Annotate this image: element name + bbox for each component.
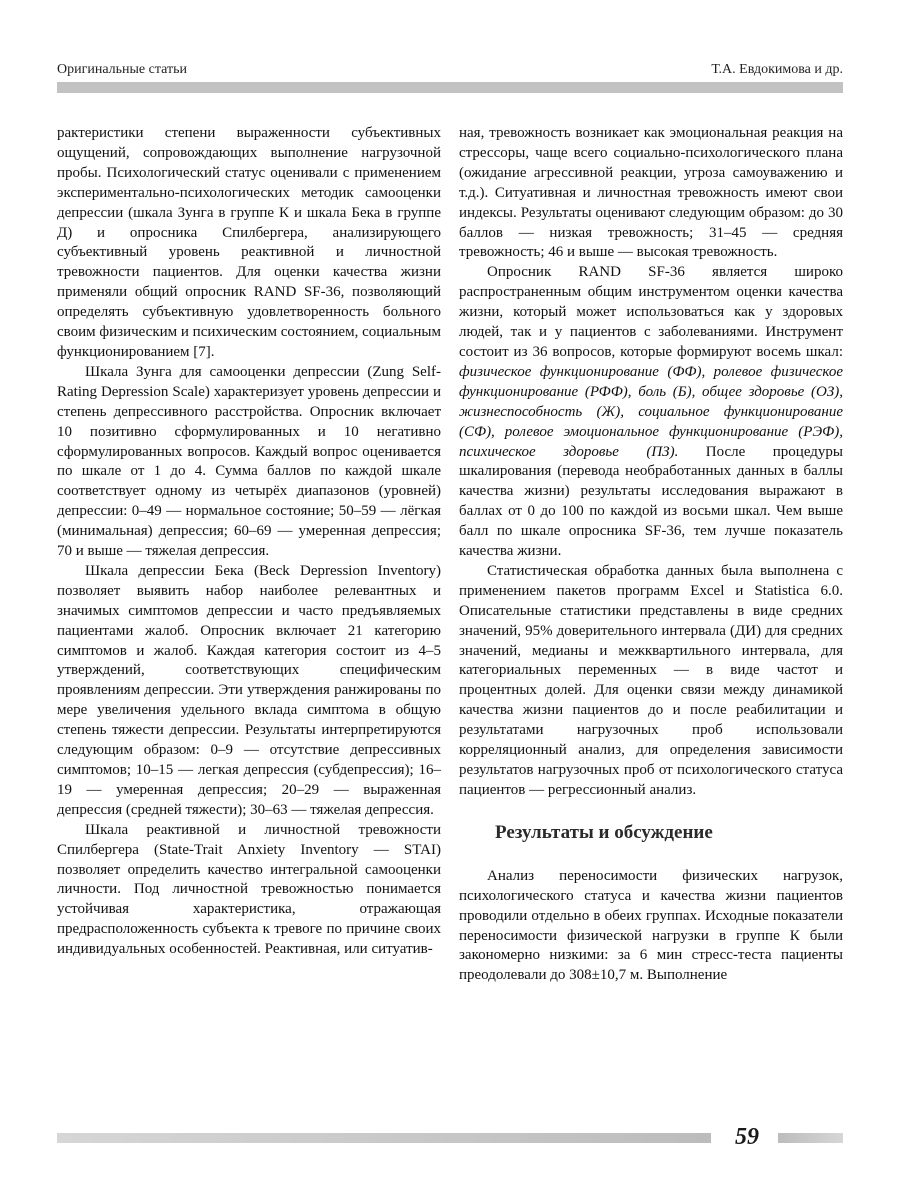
paragraph [459, 263, 843, 562]
paragraph: ная, тревожность возникает как эмоциональная реакция на стрессоры, чаще всего социально-психологического плана (ожидание агрессивной реакции, угроза самоуважению и т.д.). Ситуативная и личностная тревожность имеют свои индексы. Результаты оценивают следующим образом: до 30 баллов — низкая тревожность; 31–45 — средняя тревожность; 46 и выше — высокая тревожность. [459, 125, 843, 261]
running-header-authors: Т.А. Евдокимова и др. [711, 62, 843, 77]
paragraph: Анализ переносимости физических нагрузок, психологического статуса и качества жизни пациентов проводили отдельно в обеих группах. Исходные показатели переносимости физической нагрузки в группе К были закономерно низкими: за 6 мин стресс-теста пациенты преодолевали до 308±10,7 м. Выполнение [459, 867, 843, 984]
paragraph-text: Опросник RAND SF-36 является широко распространенным общим инструментом оценки качества жизни, который может использоваться как у здоровых людей, так и у пациентов с заболеваниями. Инструмент состоит из 36 вопросов, которые формируют восемь шкал: [459, 264, 843, 360]
footer-rule [57, 1133, 711, 1143]
section-heading: Результаты и обсуждение [495, 821, 713, 843]
footer-rule-right [778, 1133, 843, 1143]
paragraph-text: После процедуры шкалирования (перевода необработанных данных в баллы качества жизни) результаты исследования выражают в баллах от 0 до 100 по каждой из восьми шкал. Чем выше балл по шкале опросника SF-36, тем лучше показатель качества жизни. [459, 443, 843, 560]
paragraph: Шкала депрессии Бека (Beck Depression Inventory) позволяет выявить набор наиболее релевантных и значимых симптомов депрессии и часто предъявляемых пациентами жалоб. Опросник включает 21 категорию симптомов и жалоб. Каждая категория состоит из 4–5 утверждений, соответствующих специфическим проявлениям депрессии. Эти утверждения ранжированы по мере увеличения удельного вклада симптома в общую степень тяжести депрессии. Результаты интерпретируются следующим образом: 0–9 — отсутствие депрессивных симптомов; 10–15 — легкая депрессия (субдепрессия); 16–19 — умеренная депрессия; 20–29 — выраженная депрессия (средней тяжести); 30–63 — тяжелая депрессия. [57, 562, 441, 818]
paragraph: Статистическая обработка данных была выполнена с применением пакетов программ Excel и Statistica 6.0. Описательные статистики представлены в виде средних значений, 95% доверительного интервала (ДИ) для средних значений, медианы и межквартильного интервала, для категориальных переменных — в виде частот и процентных долей. Для оценки связи между динамикой качества жизни пациентов до и после реабилитации и результатами нагрузочных проб использовали корреляционный анализ, для определения зависимости результатов нагрузочных проб от психологического статуса пациентов — регрессионный анализ. [459, 562, 843, 798]
sf36-scales-italic: физическое функционирование (ФФ), ролевое физическое функционирование (РФФ), боль (Б), общее здоровье (ОЗ), жизнеспособность (Ж), социальное функционирование (СФ), ролевое эмоциональное функционирование (РЭФ), психическое здоровье (ПЗ). [459, 363, 843, 460]
left-column [57, 124, 441, 960]
paragraph: Шкала реактивной и личностной тревожности Спилбергера (State-Trait Anxiety Inventory — STAI) позволяет определить качество интегральной самооценки личности. Под личностной тревожностью понимается устойчивая характеристика, отражающая предрасположенность субъекта к тревоге по причине своих индивидуальных особенностей. Реактивная, или ситуатив- [57, 821, 441, 958]
paragraph: рактеристики степени выраженности субъективных ощущений, сопровождающих выполнение нагрузочной пробы. Психологический статус оценивали с применением экспериментально-психологических методик самооценки депрессии (шкала Зунга в группе К и шкала Бека в группе Д) и опросника Спилбергера, анализирующего субъективный уровень реактивной и личностной тревожности пациентов. Для оценки качества жизни применяли общий опросник RAND SF-36, позволяющий определять субъективную удовлетворенность больного своим физическим и психическим состоянием, социальным функционированием [7]. [57, 125, 441, 360]
running-header-section: Оригинальные статьи [57, 62, 187, 77]
header-rule [57, 82, 843, 93]
right-column [459, 124, 843, 986]
page-number: 59 [735, 1124, 759, 1150]
paragraph: Шкала Зунга для самооценки депрессии (Zung Self-Rating Depression Scale) характеризует уровень депрессии и степень депрессивного расстройства. Опросник включает 10 позитивно сформулированных и 10 негативно сформулированных вопросов. Каждый вопрос оценивается по шкале от 1 до 4. Сумма баллов по каждой шкале соответствует одному из четырёх диапазонов (уровней) депрессии: 0–49 — нормальное состояние; 50–59 — лёгкая (минимальная) депрессия; 60–69 — умеренная депрессия; 70 и выше — тяжелая депрессия. [57, 363, 441, 560]
